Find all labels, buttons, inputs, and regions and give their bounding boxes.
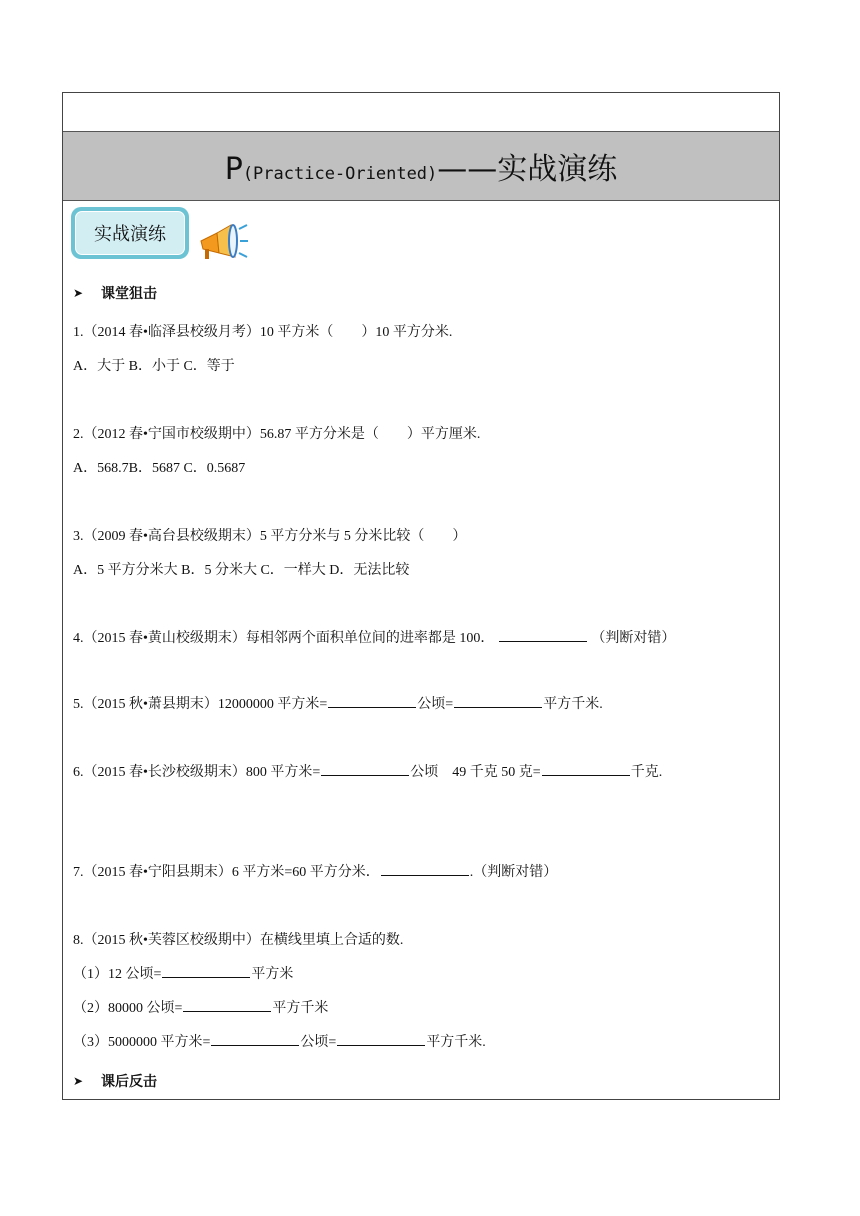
section-after-class [73,1071,157,1091]
question-6-tail: 千克. [630,765,663,780]
question-5-stem: 5.（2015 秋•萧县期末）12000000 平方米= [73,697,328,712]
answer-blank[interactable] [381,861,469,876]
question-2-options: A．568.7B．5687 C．0.5687 [73,461,246,476]
question-6 [73,761,662,781]
question-6-mid: 公顷 49 千克 50 克= [410,765,541,780]
question-7 [73,861,557,881]
question-8-part-2 [73,997,328,1017]
answer-blank[interactable] [321,761,409,776]
answer-blank[interactable] [211,1031,299,1046]
answer-blank[interactable] [328,693,416,708]
answer-blank[interactable] [454,693,542,708]
answer-blank[interactable] [162,963,250,978]
banner-heading: ——实战演练 [437,152,618,187]
question-8-stem: 8.（2015 秋•芙蓉区校级期中）在横线里填上合适的数. [73,933,404,948]
question-5 [73,693,603,713]
question-2-stem: 2.（2012 春•宁国市校级期中）56.87 平方分米是（ ）平方厘米. [73,427,481,442]
banner-subtitle: (Practice-Oriented) [242,164,438,184]
question-8-part-1 [73,963,293,983]
document-frame [62,92,780,1100]
banner-title [225,144,618,188]
arrow-right-icon: ➤ [73,286,84,300]
banner-letter: P [224,152,243,187]
arrow-right-icon: ➤ [73,1074,84,1088]
answer-blank[interactable] [542,761,630,776]
question-5-mid: 公顷= [417,697,454,712]
question-6-stem: 6.（2015 春•长沙校级期末）800 平方米= [73,765,321,780]
question-8-part-3-c: 平方千米. [426,1035,486,1050]
question-8-part-3-b: 公顷= [300,1035,337,1050]
section-after-class-label: 课后反击 [101,1074,157,1090]
question-4-stem: 4.（2015 春•黄山校级期末）每相邻两个面积单位间的进率都是 100． [73,631,495,646]
practice-badge-label: 实战演练 [75,211,185,255]
question-7-tail: .（判断对错） [469,865,558,880]
question-3-options: A．5 平方分米大 B．5 分米大 C．一样大 D．无法比较 [73,563,410,578]
question-8-part-1-a: （1）12 公顷= [73,967,162,982]
answer-blank[interactable] [337,1031,425,1046]
question-3-stem: 3.（2009 春•高台县校级期末）5 平方分米与 5 分米比较（ ） [73,529,467,544]
question-4-tail: （判断对错） [591,631,676,646]
question-1-options: A．大于 B．小于 C．等于 [73,359,235,374]
question-4 [73,627,675,647]
section-in-class [73,283,157,303]
question-5-tail: 平方千米. [543,697,603,712]
question-8-part-2-b: 平方千米 [272,1001,329,1016]
question-8-part-3-a: （3）5000000 平方米= [73,1035,211,1050]
question-8-part-1-b: 平方米 [251,967,294,982]
answer-blank[interactable] [499,627,587,642]
section-banner [63,131,779,201]
question-8-part-3 [73,1031,486,1051]
answer-blank[interactable] [183,997,271,1012]
question-1-stem: 1.（2014 春•临泽县校级月考）10 平方米（ ）10 平方分米. [73,325,453,340]
megaphone-icon [197,223,249,265]
section-in-class-label: 课堂狙击 [101,286,157,302]
question-8-part-2-a: （2）80000 公顷= [73,1001,183,1016]
practice-badge [71,207,189,259]
question-7-stem: 7.（2015 春•宁阳县期末）6 平方米=60 平方分米． [73,865,380,880]
